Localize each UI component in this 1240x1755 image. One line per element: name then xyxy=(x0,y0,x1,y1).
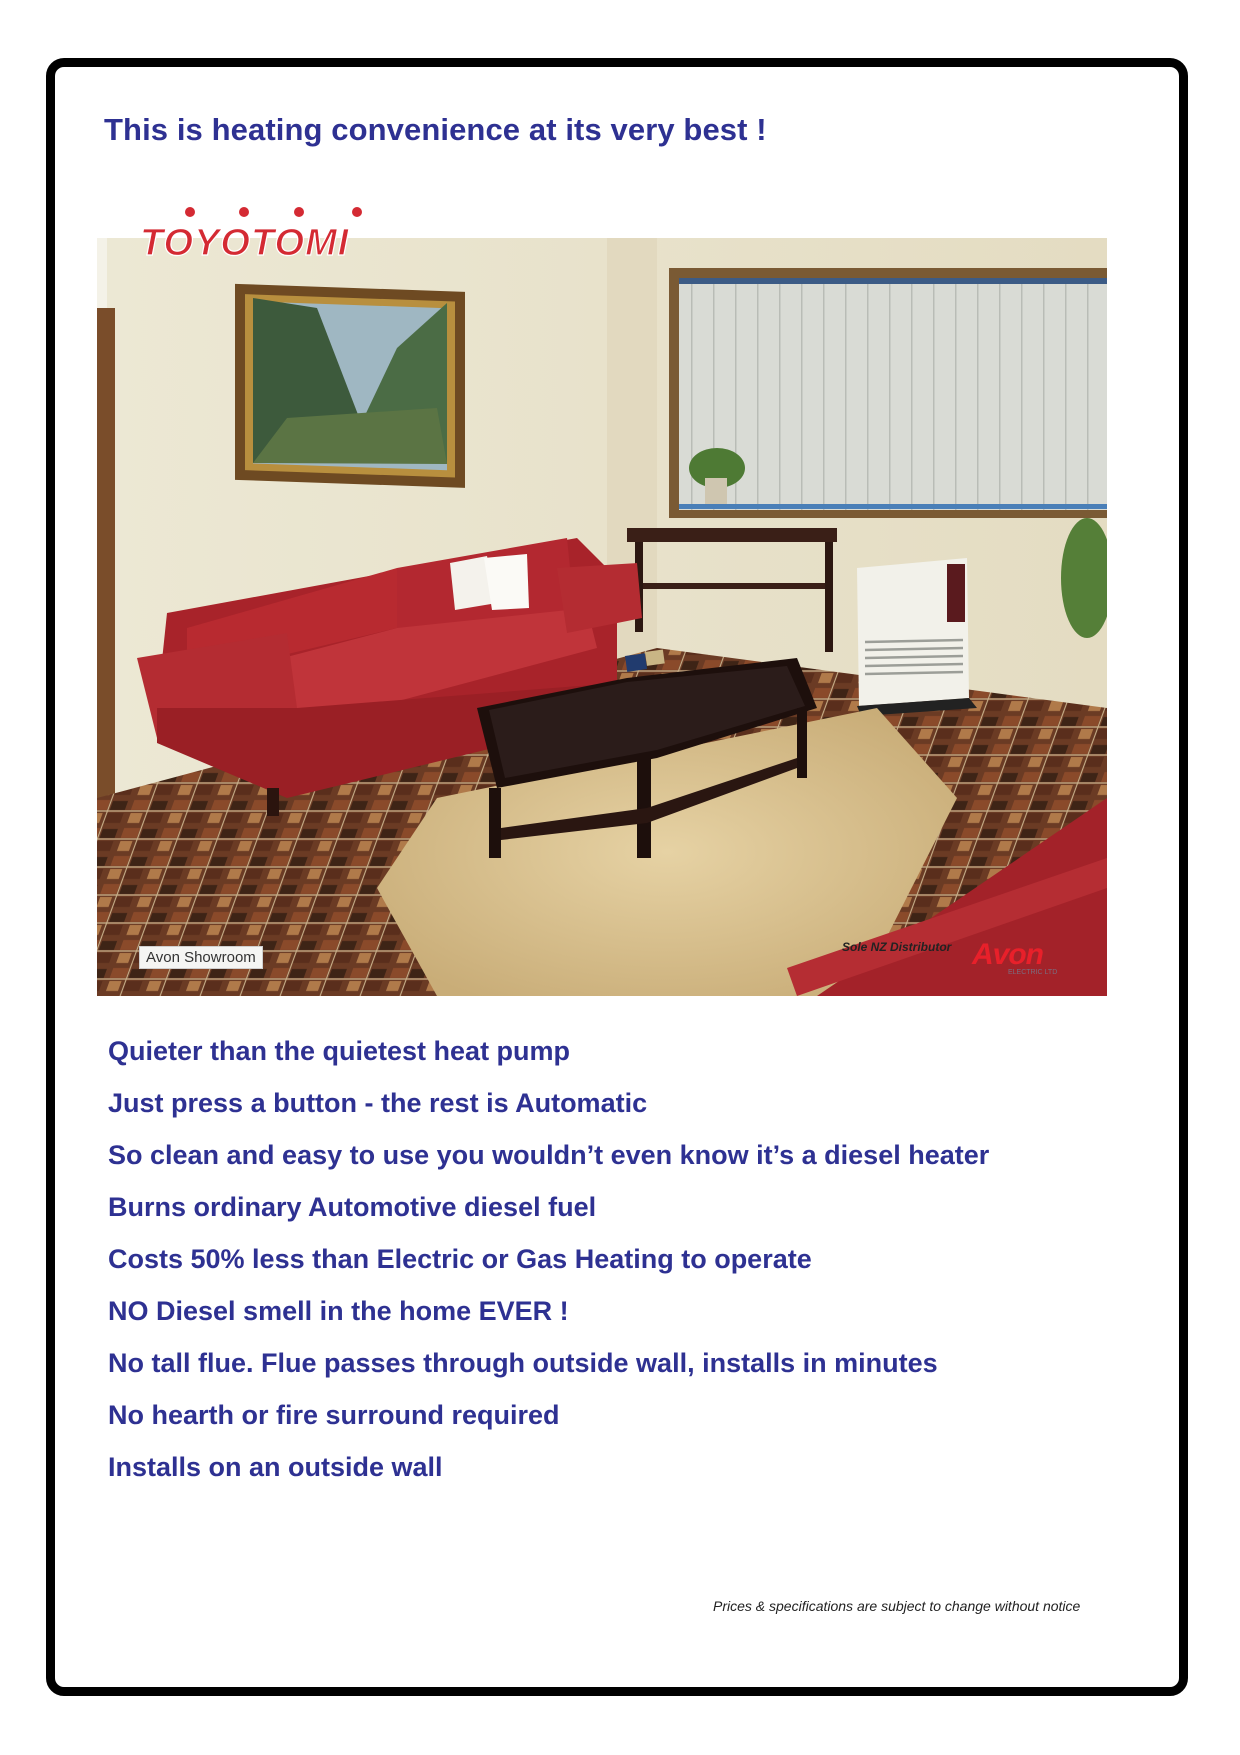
heater-unit xyxy=(857,558,977,716)
feature-item: No tall flue. Flue passes through outside wall, installs in minutes xyxy=(108,1348,938,1378)
feature-item: Installs on an outside wall xyxy=(108,1452,443,1482)
feature-item: NO Diesel smell in the home EVER ! xyxy=(108,1296,569,1326)
photo-caption: Avon Showroom xyxy=(139,946,263,969)
svg-text:ELECTRIC LTD: ELECTRIC LTD xyxy=(1008,969,1058,976)
feature-item: So clean and easy to use you wouldn’t even know it’s a diesel heater xyxy=(108,1140,990,1170)
feature-item: Just press a button - the rest is Automatic xyxy=(108,1088,648,1118)
showroom-photo xyxy=(97,238,1107,996)
toyotomi-logo xyxy=(138,203,368,265)
feature-item: Quieter than the quietest heat pump xyxy=(108,1036,571,1066)
feature-item: No hearth or fire surround required xyxy=(108,1400,560,1430)
avon-logo xyxy=(970,934,1100,976)
disclaimer: Prices & specifications are subject to change without notice xyxy=(713,1598,1081,1614)
distributor-label: Sole NZ Distributor xyxy=(842,940,952,954)
feature-item: Burns ordinary Automotive diesel fuel xyxy=(108,1192,597,1222)
svg-text:Avon: Avon xyxy=(972,938,1043,971)
svg-text:TOYOTOMI: TOYOTOMI xyxy=(140,222,350,264)
feature-item: Costs 50% less than Electric or Gas Heating to operate xyxy=(108,1244,812,1274)
headline: This is heating convenience at its very best ! xyxy=(104,112,767,147)
feature-list xyxy=(108,1036,989,1504)
